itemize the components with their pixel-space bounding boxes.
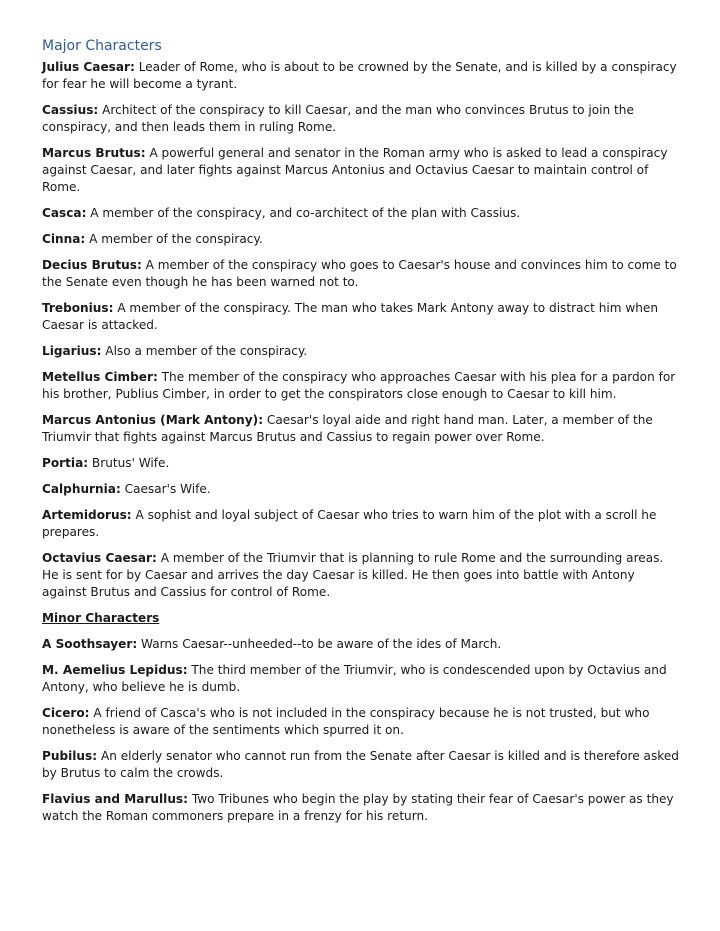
character-entry <box>42 550 682 601</box>
character-description: A member of the conspiracy, and co-architect of the plan with Cassius. <box>90 206 521 220</box>
minor-characters-heading: Minor Characters <box>42 611 160 625</box>
character-name: Marcus Antonius (Mark Antony): <box>42 413 264 427</box>
character-description: A member of the conspiracy who goes to Caesar's house and convinces him to come to the Senate even though he has been warned not to. <box>42 258 677 289</box>
character-description: A sophist and loyal subject of Caesar who tries to warn him of the plot with a scroll he prepares. <box>42 508 657 539</box>
character-description: Warns Caesar--unheeded--to be aware of the ides of March. <box>141 637 502 651</box>
character-description: Architect of the conspiracy to kill Caesar, and the man who convinces Brutus to join the conspiracy, and then leads them in ruling Rome. <box>42 103 634 134</box>
character-name: A Soothsayer: <box>42 637 138 651</box>
character-description: A member of the conspiracy. <box>89 232 263 246</box>
character-name: Marcus Brutus: <box>42 146 146 160</box>
character-entry <box>42 412 682 446</box>
character-entry <box>42 231 682 248</box>
character-entry <box>42 145 682 196</box>
character-entry <box>42 636 682 653</box>
character-entry <box>42 662 682 696</box>
character-entry <box>42 791 682 825</box>
character-name: Decius Brutus: <box>42 258 142 272</box>
document-page <box>42 36 682 834</box>
character-entry <box>42 300 682 334</box>
character-entry <box>42 748 682 782</box>
character-entry <box>42 455 682 472</box>
character-name: Trebonius: <box>42 301 114 315</box>
character-description: Caesar's loyal aide and right hand man. Later, a member of the Triumvir that fights against Marcus Brutus and Cassius to regain power over Rome. <box>42 413 653 444</box>
character-description: Also a member of the conspiracy. <box>105 344 308 358</box>
character-name: Cicero: <box>42 706 90 720</box>
major-characters-heading: Major Characters <box>42 38 162 54</box>
character-description: The member of the conspiracy who approaches Caesar with his plea for a pardon for his brother, Publius Cimber, in order to get the conspirators close enough to Caesar to kill him. <box>42 370 676 401</box>
character-name: Cassius: <box>42 103 99 117</box>
character-name: Cinna: <box>42 232 86 246</box>
character-name: Metellus Cimber: <box>42 370 158 384</box>
character-name: Calphurnia: <box>42 482 121 496</box>
character-name: Artemidorus: <box>42 508 132 522</box>
character-description: An elderly senator who cannot run from the Senate after Caesar is killed and is therefore asked by Brutus to calm the crowds. <box>42 749 679 780</box>
character-entry <box>42 481 682 498</box>
character-entry <box>42 205 682 222</box>
character-name: Ligarius: <box>42 344 102 358</box>
character-name: Casca: <box>42 206 87 220</box>
character-entry <box>42 59 682 93</box>
character-description: Brutus' Wife. <box>91 456 170 470</box>
character-name: M. Aemelius Lepidus: <box>42 663 188 677</box>
character-name: Julius Caesar: <box>42 60 135 74</box>
character-entry <box>42 102 682 136</box>
character-description: A friend of Casca's who is not included in the conspiracy because he is not trusted, but who nonetheless is aware of the sentiments which spurred it on. <box>42 706 650 737</box>
character-entry <box>42 507 682 541</box>
character-description: Caesar's Wife. <box>124 482 211 496</box>
character-name: Flavius and Marullus: <box>42 792 188 806</box>
character-description: The third member of the Triumvir, who is condescended upon by Octavius and Antony, who believe he is dumb. <box>42 663 667 694</box>
character-name: Portia: <box>42 456 89 470</box>
character-entry <box>42 257 682 291</box>
character-description: A member of the Triumvir that is planning to rule Rome and the surrounding areas. He is sent for by Caesar and arrives the day Caesar is killed. He then goes into battle with Antony against Brutus and Cassius for control of Rome. <box>42 551 664 599</box>
character-description: Leader of Rome, who is about to be crowned by the Senate, and is killed by a conspiracy for fear he will become a tyrant. <box>42 60 677 91</box>
character-name: Pubilus: <box>42 749 98 763</box>
character-entry <box>42 343 682 360</box>
character-name: Octavius Caesar: <box>42 551 157 565</box>
character-description: Two Tribunes who begin the play by stating their fear of Caesar's power as they watch the Roman commoners prepare in a frenzy for his return. <box>42 792 674 823</box>
character-description: A powerful general and senator in the Roman army who is asked to lead a conspiracy against Caesar, and later fights against Marcus Antonius and Octavius Caesar to maintain control of Rome. <box>42 146 668 194</box>
character-entry <box>42 369 682 403</box>
character-entry <box>42 705 682 739</box>
character-description: A member of the conspiracy. The man who takes Mark Antony away to distract him when Caesar is attacked. <box>42 301 659 332</box>
